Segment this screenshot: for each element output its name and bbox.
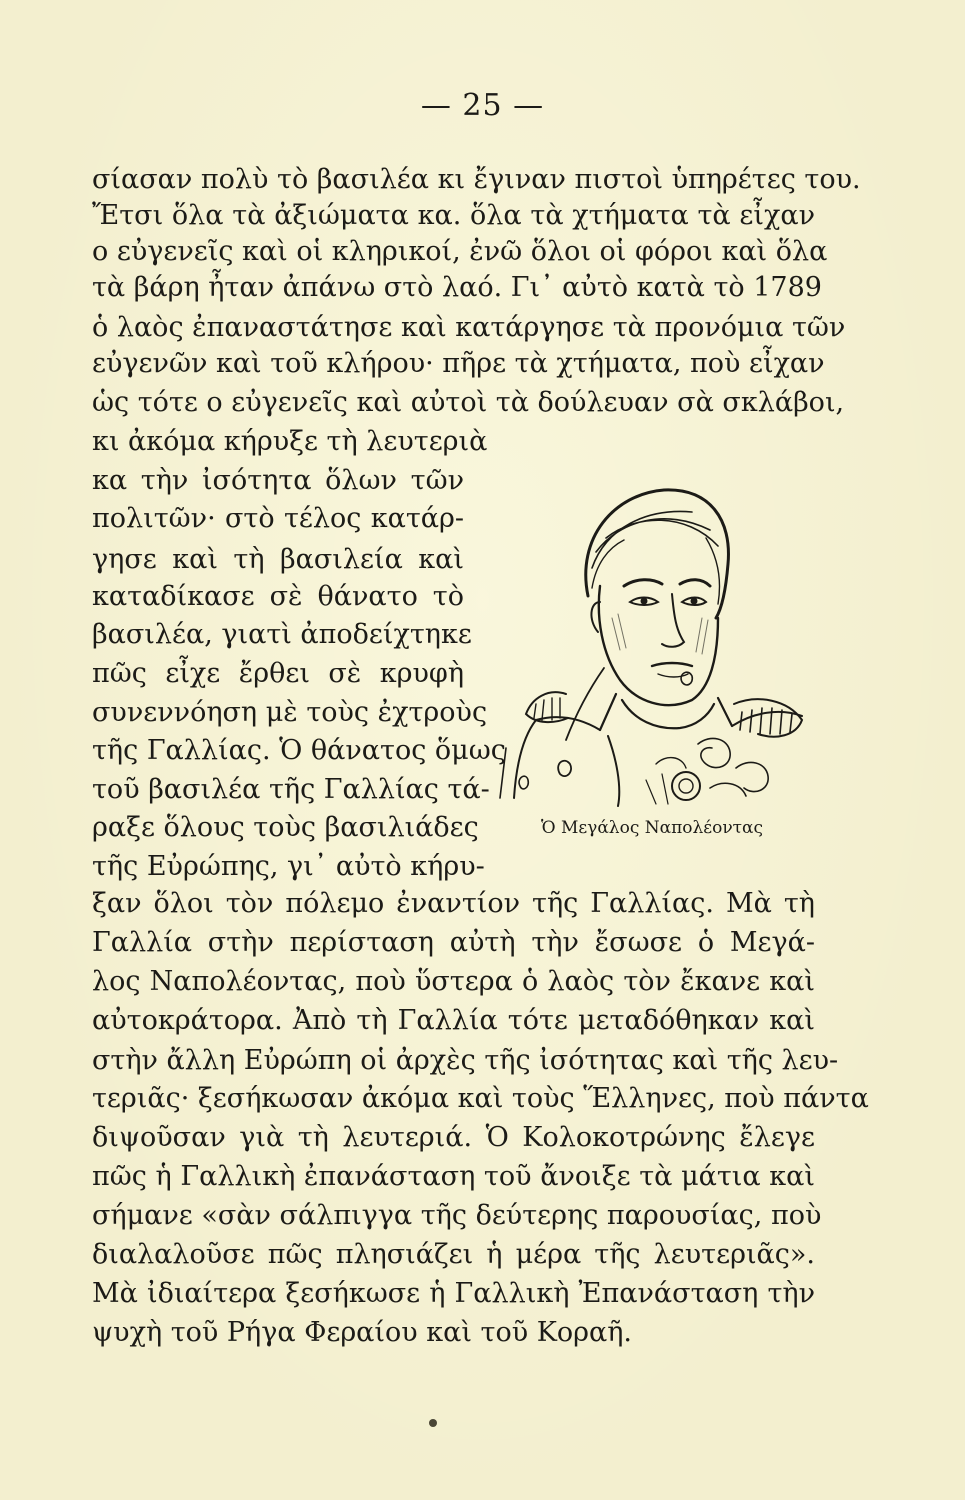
text-line: στὴν ἄλλη Εὐρώπη οἱ ἀρχὲς τῆς ἰσότητας καὶ τῆς λευ- <box>92 1045 839 1076</box>
portrait-engraving-icon <box>496 468 814 808</box>
text-line: κα τὴν ἰσότητα ὅλων τῶν <box>92 465 464 496</box>
napoleon-portrait <box>496 468 814 808</box>
text-line: γησε καὶ τὴ βασιλεία καὶ <box>92 544 464 575</box>
text-line: διαλαλοῦσε πῶς πλησιάζει ἡ μέρα τῆς λευτεριᾶς». <box>92 1239 815 1270</box>
text-line: ξαν ὅλοι τὸν πόλεμο ἐναντίον τῆς Γαλλίας. Μὰ τὴ <box>92 888 815 919</box>
text-line: ραξε ὅλους τοὺς βασιλιάδες <box>92 812 479 843</box>
text-line: Ἔτσι ὅλα τὰ ἀξιώματα κα. ὅλα τὰ χτήματα τὰ εἶχαν <box>92 200 815 231</box>
text-line: Μὰ ἰδιαίτερα ξεσήκωσε ἡ Γαλλικὴ Ἐπανάσταση τὴν <box>92 1278 815 1309</box>
text-line: τεριᾶς· ξεσήκωσαν ἀκόμα καὶ τοὺς Ἕλληνες, ποὺ πάντα <box>92 1083 869 1114</box>
text-line: καταδίκασε σὲ θάνατο τὸ <box>92 581 464 612</box>
text-line: λος Ναπολέοντας, ποὺ ὕστερα ὁ λαὸς τὸν ἔκανε καὶ <box>92 966 815 997</box>
text-line: πῶς εἶχε ἔρθει σὲ κρυφὴ <box>92 658 464 689</box>
text-line: τῆς Εὐρώπης, γι᾿ αὐτὸ κήρυ- <box>92 851 485 882</box>
text-line: τῆς Γαλλίας. Ὁ θάνατος ὅμως <box>92 735 506 766</box>
text-line: ψυχὴ τοῦ Ρήγα Φεραίου καὶ τοῦ Κοραῆ. <box>92 1317 633 1348</box>
text-line: πῶς ἡ Γαλλικὴ ἐπανάσταση τοῦ ἄνοιξε τὰ μάτια καὶ <box>92 1161 815 1192</box>
bottom-printer-dot <box>429 1419 437 1427</box>
text-line: πολιτῶν· στὸ τέλος κατάρ- <box>92 503 464 534</box>
text-line: Γαλλία στὴν περίσταση αὐτὴ τὴν ἔσωσε ὁ Μεγά- <box>92 927 815 958</box>
text-line: εὐγενῶν καὶ τοῦ κλήρου· πῆρε τὰ χτήματα, ποὺ εἶχαν <box>92 348 825 379</box>
text-line: βασιλέα, γιατὶ ἀποδείχτηκε <box>92 619 472 650</box>
text-line: συνεννόηση μὲ τοὺς ἐχτροὺς <box>92 697 488 728</box>
text-line: σήμανε «σὰν σάλπιγγα τῆς δεύτερης παρουσίας, ποὺ <box>92 1200 822 1231</box>
text-line: τὰ βάρη ἦταν ἀπάνω στὸ λαό. Γι᾿ αὐτὸ κατὰ τὸ 1789 <box>92 272 822 303</box>
text-line: ὡς τότε ο εὐγενεῖς καὶ αὐτοὶ τὰ δούλευαν σὰ σκλάβοι, <box>92 387 845 418</box>
text-line: αὐτοκράτορα. Ἀπὸ τὴ Γαλλία τότε μεταδόθηκαν καὶ <box>92 1005 815 1036</box>
text-line: ὁ λαὸς ἐπαναστάτησε καὶ κατάργησε τὰ προνόμια τῶν <box>92 312 846 343</box>
portrait-caption: Ὁ Μεγάλος Ναπολέοντας <box>540 818 764 838</box>
text-line: διψοῦσαν γιὰ τὴ λευτεριά. Ὁ Κολοκοτρώνης ἔλεγε <box>92 1122 815 1153</box>
text-line: σίασαν πολὺ τὸ βασιλέα κι ἔγιναν πιστοὶ ὑπηρέτες του. <box>92 164 861 195</box>
page-number: — 25 — <box>420 88 545 123</box>
text-line: τοῦ βασιλέα τῆς Γαλλίας τά- <box>92 774 490 805</box>
text-line: ο εὐγενεῖς καὶ οἱ κληρικοί, ἐνῶ ὅλοι οἱ φόροι καὶ ὅλα <box>92 236 828 267</box>
text-line: κι ἀκόμα κήρυξε τὴ λευτεριὰ <box>92 426 488 457</box>
